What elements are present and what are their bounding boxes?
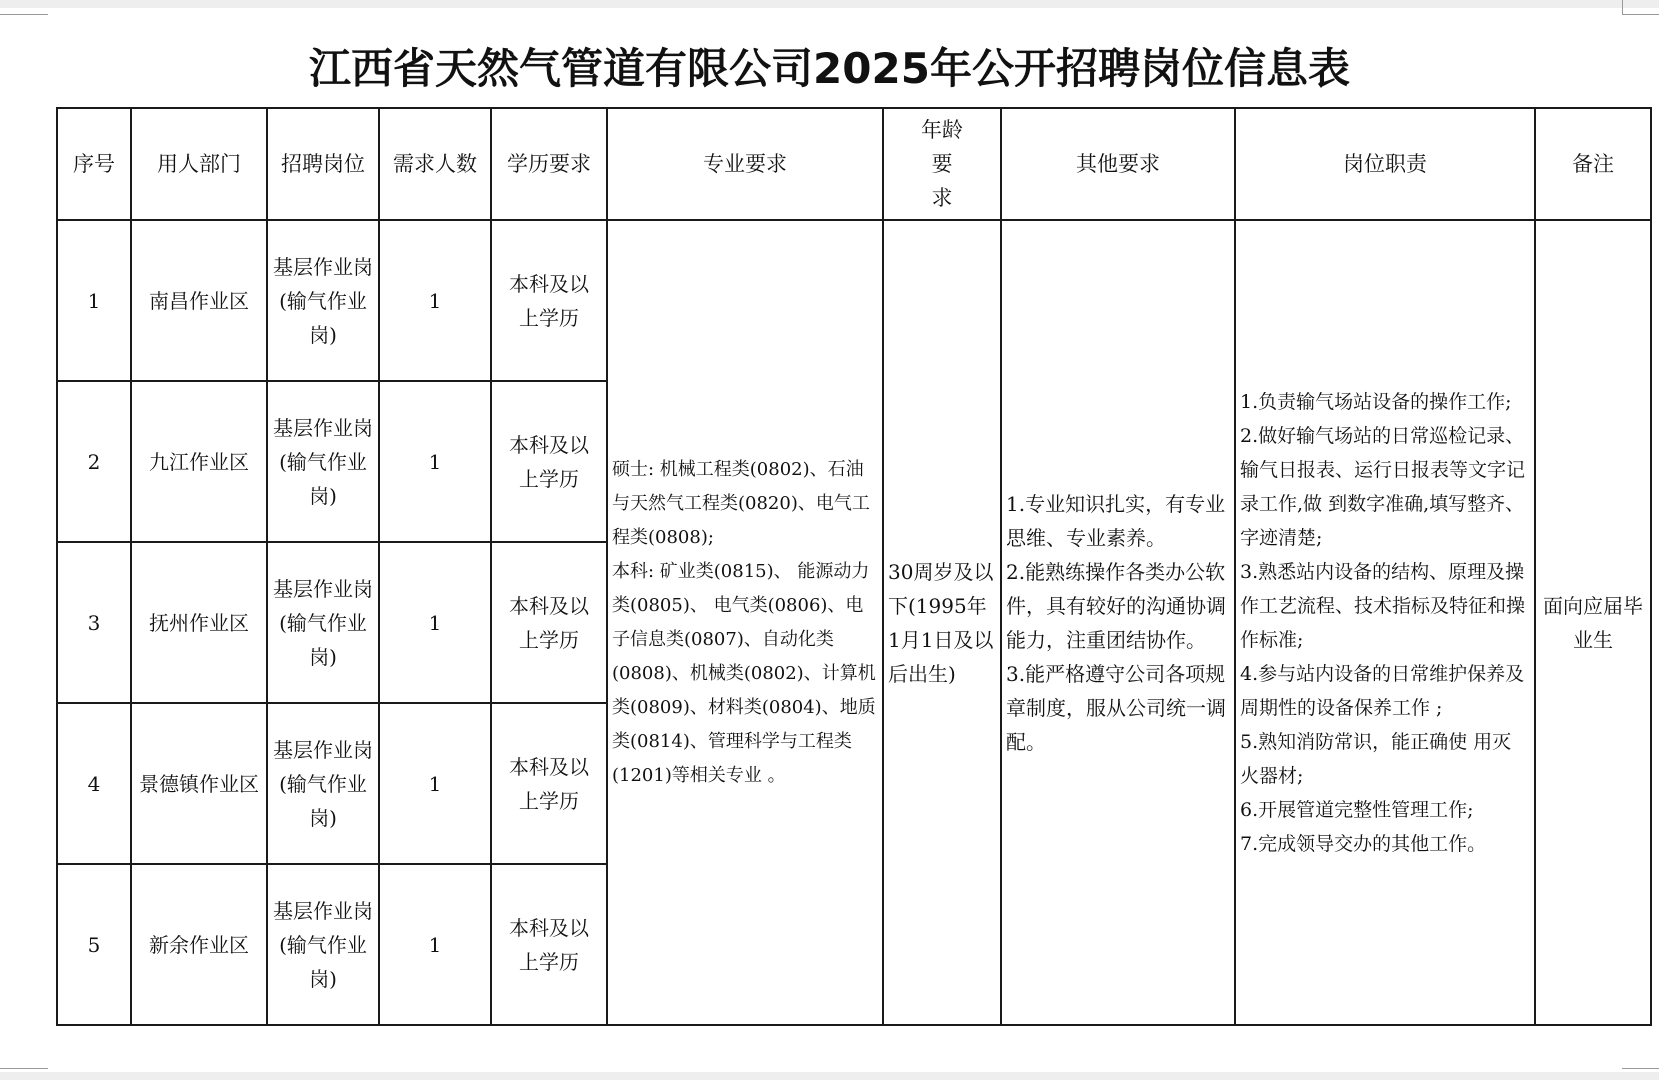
header-major: 专业要求 bbox=[607, 108, 883, 220]
cell-position: 基层作业岗 (输气作业 岗) bbox=[267, 381, 379, 542]
crop-mark-bottom-right bbox=[1622, 1068, 1659, 1069]
header-count: 需求人数 bbox=[379, 108, 491, 220]
cell-education: 本科及以 上学历 bbox=[491, 864, 607, 1025]
page-top-edge bbox=[0, 0, 1659, 8]
cell-position: 基层作业岗 (输气作业 岗) bbox=[267, 220, 379, 381]
cell-count: 1 bbox=[379, 220, 491, 381]
cell-remark: 面向应届毕业生 bbox=[1535, 220, 1651, 1025]
header-seq: 序号 bbox=[57, 108, 131, 220]
cell-seq: 2 bbox=[57, 381, 131, 542]
cell-seq: 3 bbox=[57, 542, 131, 703]
cell-dept: 景德镇作业区 bbox=[131, 703, 267, 864]
cell-education: 本科及以 上学历 bbox=[491, 542, 607, 703]
cell-seq: 5 bbox=[57, 864, 131, 1025]
cell-dept: 抚州作业区 bbox=[131, 542, 267, 703]
header-row bbox=[57, 108, 1651, 220]
cell-position: 基层作业岗 (输气作业 岗) bbox=[267, 542, 379, 703]
cell-age-requirements: 30周岁及以下(1995年1月1日及以后出生) bbox=[883, 220, 1001, 1025]
crop-mark-top-right bbox=[1622, 14, 1659, 15]
cell-count: 1 bbox=[379, 381, 491, 542]
cell-count: 1 bbox=[379, 703, 491, 864]
crop-mark-bottom-left bbox=[0, 1068, 48, 1069]
page-bottom-edge bbox=[0, 1072, 1659, 1080]
cell-job-duties: 1.负责输气场站设备的操作工作; 2.做好输气场站的日常巡检记录、输气日报表、运行日报表等文字记录工作,做 到数字准确,填写整齐、字迹清楚; 3.熟悉站内设备的结构、原理及操作工艺流程、技术指标及特征和操作标准; 4.参与站内设备的日常维护保养及周期性的设备保养工作 ; 5.熟知消防常识，能正确使 用灭火器材; 6.开展管道完整性管理工作; 7.完成领导交办的其他工作。 bbox=[1235, 220, 1535, 1025]
header-remark: 备注 bbox=[1535, 108, 1651, 220]
crop-mark-top-right-v bbox=[1622, 0, 1623, 14]
cell-education: 本科及以 上学历 bbox=[491, 220, 607, 381]
cell-count: 1 bbox=[379, 542, 491, 703]
cell-education: 本科及以 上学历 bbox=[491, 381, 607, 542]
header-position: 招聘岗位 bbox=[267, 108, 379, 220]
cell-seq: 1 bbox=[57, 220, 131, 381]
cell-dept: 九江作业区 bbox=[131, 381, 267, 542]
cell-count: 1 bbox=[379, 864, 491, 1025]
header-dept: 用人部门 bbox=[131, 108, 267, 220]
cell-position: 基层作业岗 (输气作业 岗) bbox=[267, 864, 379, 1025]
page-title: 江西省天然气管道有限公司2025年公开招聘岗位信息表 bbox=[309, 44, 1350, 93]
cell-position: 基层作业岗 (输气作业 岗) bbox=[267, 703, 379, 864]
cell-dept: 新余作业区 bbox=[131, 864, 267, 1025]
header-duties: 岗位职责 bbox=[1235, 108, 1535, 220]
cell-education: 本科及以 上学历 bbox=[491, 703, 607, 864]
table-row bbox=[57, 220, 1651, 381]
cell-major-requirements: 硕士: 机械工程类(0802)、石油与天然气工程类(0820)、电气工程类(0808); 本科: 矿业类(0815)、 能源动力类(0805)、 电气类(0806)、电子信息类(0807)、自动化类(0808)、机械类(0802)、计算机类(0809)、材料类(0804)、地质类(0814)、管理科学与工程类(1201)等相关专业 。 bbox=[607, 220, 883, 1025]
header-education: 学历要求 bbox=[491, 108, 607, 220]
crop-mark-top-left bbox=[0, 14, 48, 15]
recruitment-table bbox=[56, 107, 1652, 1026]
cell-seq: 4 bbox=[57, 703, 131, 864]
header-other: 其他要求 bbox=[1001, 108, 1235, 220]
cell-dept: 南昌作业区 bbox=[131, 220, 267, 381]
cell-other-requirements: 1.专业知识扎实，有专业思维、专业素养。 2.能熟练操作各类办公软件，具有较好的沟通协调能力，注重团结协作。 3.能严格遵守公司各项规章制度，服从公司统一调配。 bbox=[1001, 220, 1235, 1025]
header-age: 年龄 要 求 bbox=[883, 108, 1001, 220]
